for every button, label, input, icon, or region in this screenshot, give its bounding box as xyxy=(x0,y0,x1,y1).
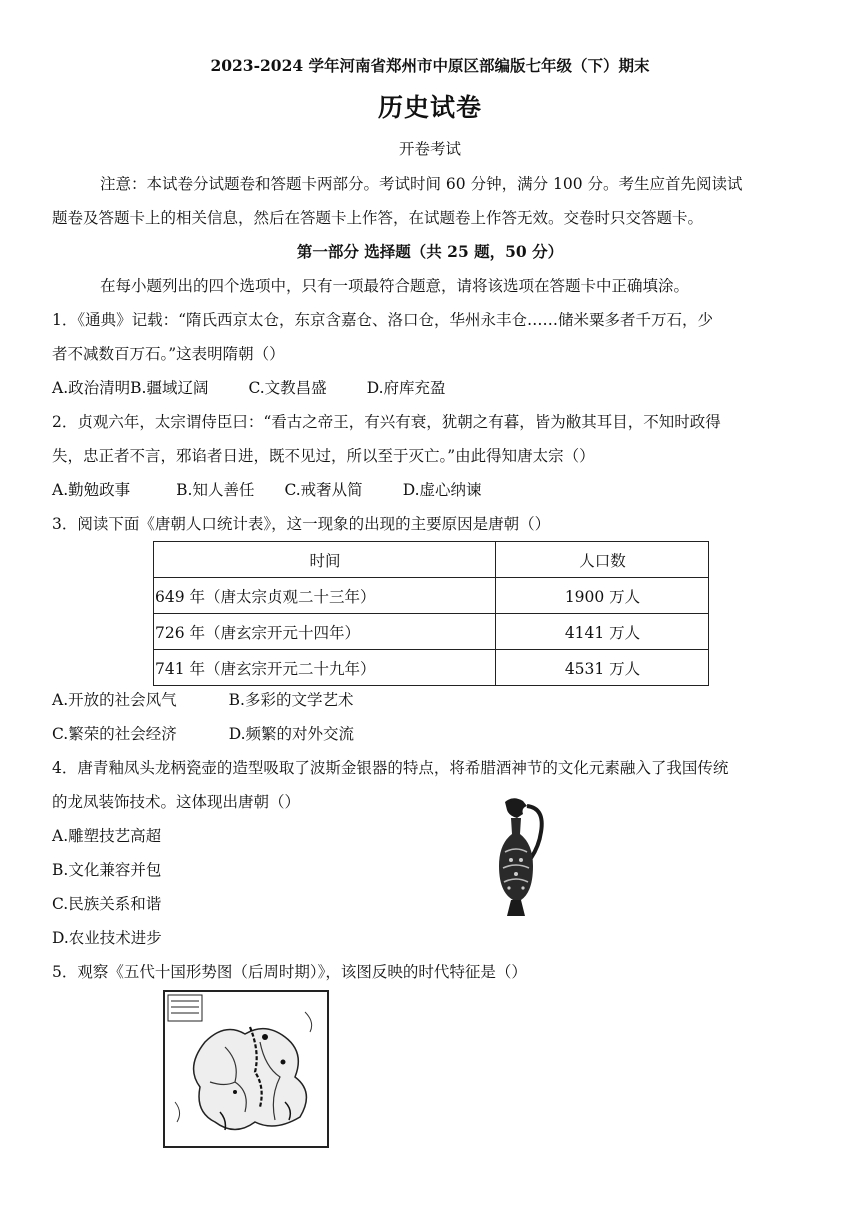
table-row xyxy=(154,650,709,686)
option-b: B.知人善任 xyxy=(176,481,255,499)
option-b: B.疆域辽阔 xyxy=(130,379,209,397)
notice-line-1: 注意：本试卷分试题卷和答题卡两部分。考试时间 60 分钟，满分 100 分。考生应首先阅读试 xyxy=(100,175,743,193)
option-c: C.繁荣的社会经济 xyxy=(52,725,177,743)
exam-header: 2023-2024 学年河南省郑州市中原区部编版七年级（下）期末 xyxy=(210,56,650,75)
question-3-options-row-1 xyxy=(52,688,353,710)
option-a: A.雕塑技艺高超 xyxy=(52,827,162,845)
table-row xyxy=(154,578,709,614)
question-3-line-1: 3．阅读下面《唐朝人口统计表》，这一现象的出现的主要原因是唐朝（） xyxy=(52,515,551,533)
option-b: B.文化兼容并包 xyxy=(52,861,162,879)
table-header-population: 人口数 xyxy=(496,542,709,578)
five-dynasties-map-image xyxy=(163,990,329,1148)
question-4-line-2: 的龙凤装饰技术。这体现出唐朝（） xyxy=(52,793,301,811)
table-header-row xyxy=(154,542,709,578)
question-1-line-1: 1．《通典》记载：“隋氏西京太仓，东京含嘉仓、洛口仓，华州永丰仓……储米粟多者千万石，少 xyxy=(52,311,714,329)
table-header-time: 时间 xyxy=(154,542,496,578)
exam-title: 历史试卷 xyxy=(377,93,482,122)
phoenix-head-dragon-handle-vase-image xyxy=(487,796,549,920)
option-d: D.虚心纳谏 xyxy=(402,481,482,499)
table-cell-population: 4531 万人 xyxy=(496,650,709,686)
option-c: C.戒奢从简 xyxy=(284,481,363,499)
option-d: D.农业技术进步 xyxy=(52,929,162,947)
question-2-line-2: 失，忠正者不言，邪谄者日进，既不见过，所以至于灭亡。”由此得知唐太宗（） xyxy=(52,447,595,465)
option-b: B.多彩的文学艺术 xyxy=(228,691,354,709)
question-4-line-1: 4．唐青釉凤头龙柄瓷壶的造型吸取了波斯金银器的特点，将希腊酒神节的文化元素融入了我国传统 xyxy=(52,759,729,777)
option-c: C.文教昌盛 xyxy=(248,379,327,397)
table-row xyxy=(154,614,709,650)
question-1-options xyxy=(52,376,446,398)
question-1-line-2: 者不减数百万石。”这表明隋朝（） xyxy=(52,345,285,363)
option-c: C.民族关系和谐 xyxy=(52,895,162,913)
option-d: D.府库充盈 xyxy=(366,379,446,397)
section-title: 第一部分 选择题（共 25 题，50 分） xyxy=(296,242,564,261)
table-cell-population: 1900 万人 xyxy=(496,578,709,614)
option-a: A.开放的社会风气 xyxy=(52,691,177,709)
notice-line-2: 题卷及答题卡上的相关信息，然后在答题卡上作答，在试题卷上作答无效。交卷时只交答题卡。 xyxy=(52,209,704,227)
exam-subtitle: 开卷考试 xyxy=(398,140,461,158)
option-d: D.频繁的对外交流 xyxy=(228,725,355,743)
table-cell-time: 649 年（唐太宗贞观二十三年） xyxy=(154,578,496,614)
population-table xyxy=(153,541,709,686)
question-5-line-1: 5．观察《五代十国形势图（后周时期）》，该图反映的时代特征是（） xyxy=(52,963,527,981)
option-a: A.勤勉政事 xyxy=(52,481,131,499)
table-cell-time: 726 年（唐玄宗开元十四年） xyxy=(154,614,496,650)
question-2-line-1: 2．贞观六年，太宗谓侍臣曰：“看古之帝王，有兴有衰，犹朝之有暮，皆为敝其耳目，不知时政得 xyxy=(52,413,721,431)
section-instruction: 在每小题列出的四个选项中，只有一项最符合题意，请将该选项在答题卡中正确填涂。 xyxy=(100,277,690,295)
question-3-options-row-2 xyxy=(52,722,354,744)
table-cell-time: 741 年（唐玄宗开元二十九年） xyxy=(154,650,496,686)
option-a: A.政治清明 xyxy=(52,379,131,397)
table-cell-population: 4141 万人 xyxy=(496,614,709,650)
question-2-options xyxy=(52,478,482,500)
